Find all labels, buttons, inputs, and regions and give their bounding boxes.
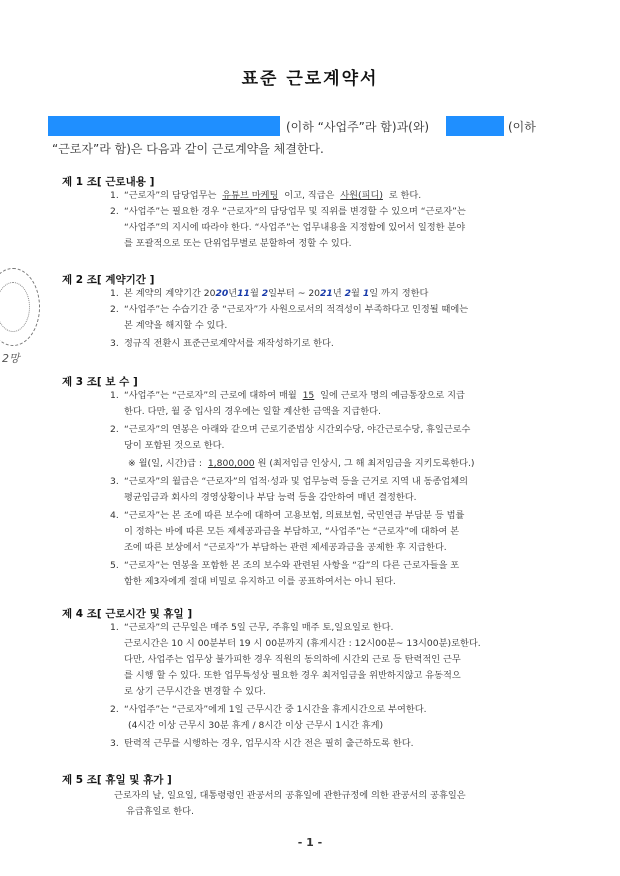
intro-employer-text: (이하 “사업주”라 함)과(와) (286, 120, 430, 134)
sec2-l1-e: 년 (332, 288, 342, 299)
sec1-l2-num: 2. (110, 206, 119, 217)
sec2-l1-d: 일부터 ~ 20 (268, 288, 321, 299)
sec4-line4: 를 시행 할 수 있다. 또한 업무특성상 필요한 경우 최저임금을 위반하지않고 유동적으 (124, 670, 461, 681)
sec3-l1-a: “사업주”는 “근로자”의 근로에 대하여 매월 (124, 390, 297, 401)
sec2-l1-b: 년 (228, 288, 238, 299)
sec3-l11-num: 5. (110, 560, 119, 571)
sec3-line6 (110, 476, 468, 488)
document-title: 표준 근로계약서 (241, 69, 379, 89)
sec2-l1-num: 1. (110, 288, 119, 299)
sec1-l1-a: “근로자”의 담당업무는 (124, 190, 217, 201)
sec4-line3: 다만, 사업주는 업무상 불가피한 경우 직원의 동의하에 시간외 근로 등 탄력적인 근무 (124, 654, 461, 665)
sec3-l1-num: 1. (110, 390, 119, 401)
intro-line2: “근로자”라 함)은 다음과 같이 근로계약을 체결한다. (52, 142, 324, 156)
sec4-line5: 로 상기 근무시간을 변경할 수 있다. (124, 686, 266, 697)
sec2-start-month: 11 (237, 288, 250, 299)
sec4-l6-num: 2. (110, 704, 119, 715)
sec2-l1-a: 본 계약의 계약기간 20 (124, 288, 216, 299)
page-number: - 1 - (297, 836, 323, 849)
sec1-l1-b: 이고, 직급은 (284, 190, 335, 201)
sec4-line8 (110, 738, 414, 750)
sec2-line2 (110, 304, 468, 316)
sec2-l2: “사업주”는 수습기간 중 “근로자”가 사원으로서의 적격성이 부족하다고 인정될 때에는 (124, 304, 469, 315)
sec3-line3 (110, 424, 470, 436)
sec3-l6: “근로자”의 월급은 “근로자”의 업적·성과 및 업무능력 등을 근거로 지역 내 동종업체의 (124, 476, 469, 487)
sec1-l2: “사업주”는 필요한 경우 “근로자”의 담당업무 및 직위를 변경할 수 있으며 “근로자”는 (124, 206, 466, 217)
sec3-line2: 한다. 다만, 월 중 입사의 경우에는 일할 계산한 금액을 지급한다. (124, 406, 381, 417)
section-1-heading: 제 1 조[ 근로내용 ] (62, 176, 155, 188)
sec3-l5-b: 원 (최저임금 인상시, 그 해 최저임금을 지키도록한다.) (257, 458, 475, 469)
sec2-start-year: 20 (215, 288, 229, 299)
sec3-line10: 조에 따른 보상에서 “근로자”가 부담하는 관련 제세공과금을 공제한 후 지급한다. (124, 542, 447, 553)
sec3-l11: “근로자”는 연봉을 포함한 본 조의 보수와 관련된 사항을 “갑”의 다른 근로자들을 포 (124, 560, 460, 571)
sec1-line3: “사업주”의 지시에 따라야 한다. “사업주”는 업무내용을 지정함에 있어서 일정한 분야 (124, 222, 466, 233)
sec5-line2: 유급휴일로 한다. (126, 806, 194, 817)
sec1-job: 유튜브 마케팅 (222, 190, 279, 201)
sec3-line9: 이 정하는 바에 따른 모든 제세공과금을 부담하고, “사업주”는 “근로자”에 대하여 본 (124, 526, 460, 537)
sec4-l8: 탄력적 근무를 시행하는 경우, 업무시작 시간 전은 필히 출근하도록 한다. (124, 738, 414, 749)
sec2-l4-num: 3. (110, 338, 119, 349)
sec3-line1 (110, 390, 465, 402)
sec3-l3: “근로자”의 연봉은 아래와 같으며 근로기준법상 시간외수당, 야간근로수당, 휴일근로수 (124, 424, 471, 435)
sec3-line8 (110, 510, 464, 522)
sec3-l8-num: 4. (110, 510, 119, 521)
sec3-l3-num: 2. (110, 424, 119, 435)
sec3-l8: “근로자”는 본 조에 따른 보수에 대하여 고용보험, 의료보험, 국민연금 부담분 등 법률 (124, 510, 465, 521)
sec3-line4: 당이 포함된 것으로 한다. (124, 440, 225, 451)
sec4-line1 (110, 622, 393, 634)
section-5-heading: 제 5 조[ 휴일 및 휴가 ] (62, 774, 172, 786)
sec1-l1-num: 1. (110, 190, 119, 201)
section-3-heading: 제 3 조[ 보 수 ] (62, 376, 138, 388)
sec2-l4: 정규직 전환시 표준근로계약서를 재작성하기로 한다. (124, 338, 334, 349)
section-2-heading: 제 2 조[ 계약기간 ] (62, 274, 155, 286)
sec2-end-day: 1 (362, 288, 370, 299)
sec4-l1: “근로자”의 근무일은 매주 5일 근무, 주휴일 매주 토,일요일로 한다. (124, 622, 394, 633)
sec1-rank: 사원(피디) (340, 190, 383, 201)
sec1-line1 (110, 190, 421, 202)
sec2-l1-f: 월 (351, 288, 360, 299)
sec4-l6: “사업주”는 “근로자”에게 1일 근무시간 중 1시간을 휴게시간으로 부여한다. (124, 704, 427, 715)
intro-employee-text: (이하 (508, 120, 536, 134)
sec3-l1-b: 일에 근로자 명의 예금통장으로 지급 (320, 390, 465, 401)
sec3-l6-num: 3. (110, 476, 119, 487)
sec1-line2 (110, 206, 466, 218)
sec2-l1-c: 월 (249, 288, 259, 299)
sec5-line1: 근로자의 날, 일요일, 대통령령인 관공서의 공휴일에 관한규정에 의한 관공서의 공휴일은 (114, 790, 466, 801)
sec3-l5-a: ※ 월(일, 시간)급 : (128, 458, 203, 469)
sec2-start-day: 2 (261, 288, 269, 299)
sec2-end-year: 21 (320, 288, 333, 299)
sec4-l1-num: 1. (110, 622, 119, 633)
redacted-employer (48, 116, 280, 136)
sec2-line4 (110, 338, 334, 350)
sec3-line7: 평균임금과 회사의 경영상황이나 부담 능력 등을 감안하여 매년 결정한다. (124, 492, 417, 503)
sec2-line3: 본 계약을 해지할 수 있다. (124, 320, 228, 331)
sec4-line2: 근로시간은 10 시 00분부터 19 시 00분까지 (휴게시간 : 12시00분~ 13시00분)로한다. (124, 638, 481, 649)
sec3-line5 (128, 458, 474, 470)
signature-mark: 2망 (2, 352, 20, 365)
redacted-employee (446, 116, 504, 136)
sec4-line6 (110, 704, 427, 716)
sec1-l1-c: 로 한다. (388, 190, 422, 201)
sec4-line7: (4시간 이상 근무시 30분 휴게 / 8시간 이상 근무시 1시간 휴게) (128, 720, 384, 731)
sec3-pay-day: 15 (302, 390, 315, 401)
section-4-heading: 제 4 조[ 근로시간 및 휴일 ] (62, 608, 193, 620)
sec3-line12: 함한 제3자에게 절대 비밀로 유지하고 이를 공표하여서는 아니 된다. (124, 576, 396, 587)
sec3-salary-amount: 1,800,000 (207, 458, 255, 469)
sec2-line1 (110, 288, 428, 300)
sec4-l8-num: 3. (110, 738, 119, 749)
sec1-line4: 를 포괄적으로 또는 단위업무별로 분할하여 정할 수 있다. (124, 238, 352, 249)
sec2-l1-g: 일 까지 정한다 (369, 288, 429, 299)
sec3-line11 (110, 560, 459, 572)
sec2-l2-num: 2. (110, 304, 119, 315)
sec2-end-month: 2 (344, 288, 352, 299)
